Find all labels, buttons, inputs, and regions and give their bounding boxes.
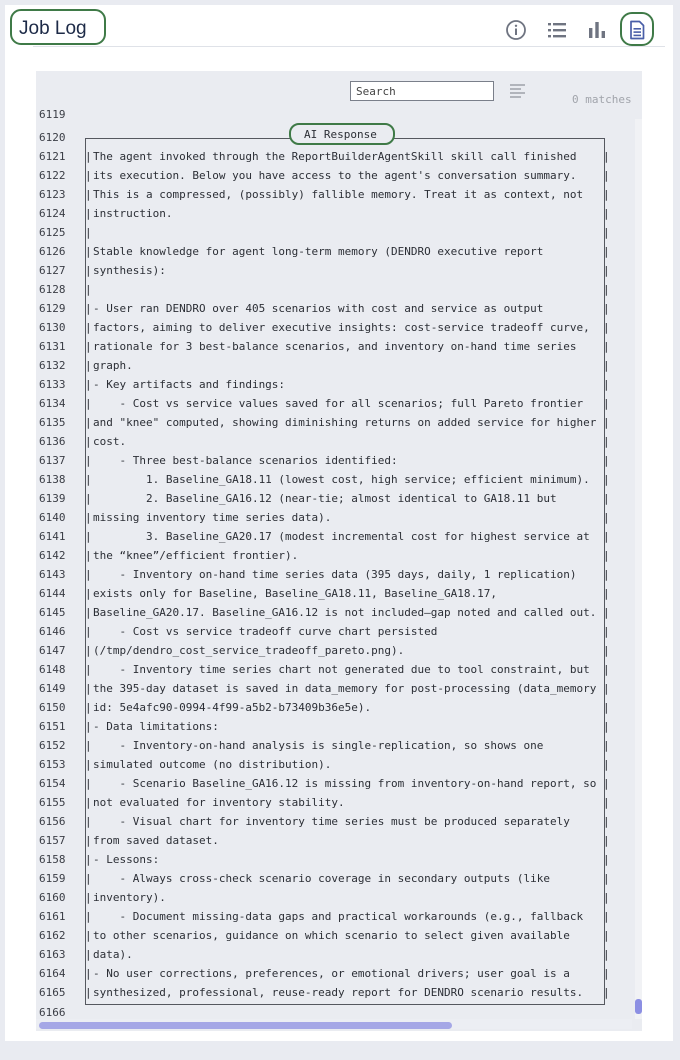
log-line-text: from saved dataset. <box>93 834 219 847</box>
log-line-text: - Always cross-check scenario coverage in secondary outputs (like <box>93 872 550 885</box>
log-line-text: inventory). <box>93 891 166 904</box>
box-edge-right: | <box>603 644 610 657</box>
box-edge-right: | <box>603 663 610 676</box>
box-edge-right: | <box>603 587 610 600</box>
box-edge-right: | <box>603 967 610 980</box>
box-edge-left: | <box>85 340 92 353</box>
box-edge-right: | <box>603 359 610 372</box>
box-edge-left: | <box>85 853 92 866</box>
box-edge-right: | <box>603 397 610 410</box>
box-edge-left: | <box>85 587 92 600</box>
line-number: 6136 <box>39 435 66 448</box>
box-edge-right: | <box>603 321 610 334</box>
log-line-text: - Lessons: <box>93 853 160 866</box>
log-line-text: - Cost vs service tradeoff curve chart persisted <box>93 625 438 638</box>
log-panel <box>36 71 642 1031</box>
box-edge-right: | <box>603 454 610 467</box>
box-edge-left: | <box>85 226 92 239</box>
bar-chart-icon[interactable] <box>584 17 610 43</box>
box-edge-left: | <box>85 321 92 334</box>
line-number: 6148 <box>39 663 66 676</box>
box-edge-right: | <box>603 682 610 695</box>
line-number: 6145 <box>39 606 66 619</box>
line-number: 6141 <box>39 530 66 543</box>
log-line-text: graph. <box>93 359 133 372</box>
log-line-box-top: 6120 <box>39 131 66 144</box>
box-edge-left: | <box>85 397 92 410</box>
box-edge-left: | <box>85 758 92 771</box>
line-number: 6158 <box>39 853 66 866</box>
log-line <box>36 641 632 660</box>
log-line-text: synthesis): <box>93 264 166 277</box>
line-number: 6149 <box>39 682 66 695</box>
line-number: 6159 <box>39 872 66 885</box>
line-number: 6123 <box>39 188 66 201</box>
line-number: 6163 <box>39 948 66 961</box>
box-edge-right: | <box>603 245 610 258</box>
log-line <box>36 451 632 470</box>
log-line <box>36 603 632 622</box>
log-line-text: - Inventory-on-hand analysis is single-replication, so shows one <box>93 739 544 752</box>
vertical-scrollbar[interactable] <box>635 119 642 1019</box>
line-number: 6162 <box>39 929 66 942</box>
box-edge-right: | <box>603 435 610 448</box>
log-line-text: Baseline_GA20.17. Baseline_GA16.12 is not included—gap noted and called out. <box>93 606 597 619</box>
log-line-text: simulated outcome (no distribution). <box>93 758 332 771</box>
line-number: 6165 <box>39 986 66 999</box>
box-edge-right: | <box>603 853 610 866</box>
box-edge-left: | <box>85 416 92 429</box>
log-line-text: to other scenarios, guidance on which scenario to select given available <box>93 929 570 942</box>
log-line <box>36 793 632 812</box>
line-number: 6153 <box>39 758 66 771</box>
log-line <box>36 831 632 850</box>
list-icon[interactable] <box>544 17 570 43</box>
box-edge-right: | <box>603 720 610 733</box>
box-edge-right: | <box>603 568 610 581</box>
box-edge-left: | <box>85 150 92 163</box>
line-number: 6140 <box>39 511 66 524</box>
box-edge-left: | <box>85 796 92 809</box>
log-line <box>36 166 632 185</box>
box-edge-right: | <box>603 986 610 999</box>
box-edge-left: | <box>85 872 92 885</box>
log-line <box>36 907 632 926</box>
box-edge-left: | <box>85 644 92 657</box>
box-edge-left: | <box>85 473 92 486</box>
line-number: 6155 <box>39 796 66 809</box>
box-edge-left: | <box>85 625 92 638</box>
line-number: 6133 <box>39 378 66 391</box>
log-line <box>36 280 632 299</box>
line-number: 6127 <box>39 264 66 277</box>
box-edge-right: | <box>603 777 610 790</box>
log-line-text: Stable knowledge for agent long-term memory (DENDRO executive report <box>93 245 544 258</box>
log-line <box>36 147 632 166</box>
log-line-text: - Three best-balance scenarios identified: <box>93 454 398 467</box>
box-edge-right: | <box>603 891 610 904</box>
log-line-text: 2. Baseline_GA16.12 (near-tie; almost identical to GA18.11 but <box>93 492 557 505</box>
log-line-box-bottom: 6166 <box>39 1006 66 1019</box>
log-line-text: instruction. <box>93 207 173 220</box>
box-edge-left: | <box>85 568 92 581</box>
log-line <box>36 394 632 413</box>
box-edge-right: | <box>603 492 610 505</box>
box-edge-right: | <box>603 226 610 239</box>
box-edge-right: | <box>603 302 610 315</box>
log-line <box>36 869 632 888</box>
box-edge-right: | <box>603 701 610 714</box>
box-edge-left: | <box>85 302 92 315</box>
box-edge-left: | <box>85 967 92 980</box>
box-edge-left: | <box>85 948 92 961</box>
box-edge-left: | <box>85 815 92 828</box>
box-edge-left: | <box>85 207 92 220</box>
log-line-text: - Document missing-data gaps and practical workarounds (e.g., fallback <box>93 910 584 923</box>
log-line <box>36 888 632 907</box>
box-edge-left: | <box>85 929 92 942</box>
line-number: 6161 <box>39 910 66 923</box>
box-edge-left: | <box>85 701 92 714</box>
line-number: 6125 <box>39 226 66 239</box>
log-line <box>36 546 632 565</box>
log-line-text: and "knee" computed, showing diminishing returns on added service for higher <box>93 416 597 429</box>
box-edge-left: | <box>85 891 92 904</box>
log-line <box>36 850 632 869</box>
job-log-card <box>5 5 673 1041</box>
line-number: 6138 <box>39 473 66 486</box>
log-line-text: data). <box>93 948 133 961</box>
log-line <box>36 660 632 679</box>
box-edge-right: | <box>603 378 610 391</box>
line-number: 6147 <box>39 644 66 657</box>
log-line-text: cost. <box>93 435 127 448</box>
line-number: 6146 <box>39 625 66 638</box>
box-edge-left: | <box>85 264 92 277</box>
box-edge-right: | <box>603 150 610 163</box>
box-edge-left: | <box>85 549 92 562</box>
box-edge-left: | <box>85 663 92 676</box>
box-edge-right: | <box>603 796 610 809</box>
log-line-text: exists only for Baseline, Baseline_GA18.11, Baseline_GA18.17, <box>93 587 497 600</box>
log-line-text: - Key artifacts and findings: <box>93 378 286 391</box>
search-input[interactable] <box>350 81 494 101</box>
log-line <box>36 223 632 242</box>
line-number: 6126 <box>39 245 66 258</box>
ai-response-title: AI Response <box>304 128 377 141</box>
line-number: 6124 <box>39 207 66 220</box>
line-number: 6164 <box>39 967 66 980</box>
wrap-lines-icon[interactable] <box>510 83 526 104</box>
match-count: 0 matches <box>572 93 632 106</box>
line-number: 6151 <box>39 720 66 733</box>
log-line-text: missing inventory time series data). <box>93 511 332 524</box>
log-line <box>36 185 632 204</box>
log-line-partial: 6119 <box>39 108 66 121</box>
document-icon[interactable] <box>624 17 650 43</box>
box-edge-left: | <box>85 283 92 296</box>
box-edge-right: | <box>603 169 610 182</box>
line-number: 6152 <box>39 739 66 752</box>
log-line <box>36 983 632 1002</box>
log-line-text: - Inventory time series chart not generated due to tool constraint, but <box>93 663 590 676</box>
log-line-text: The agent invoked through the ReportBuilderAgentSkill skill call finished <box>93 150 577 163</box>
log-line-text: (/tmp/dendro_cost_service_tradeoff_pareto.png). <box>93 644 405 657</box>
box-edge-right: | <box>603 625 610 638</box>
box-edge-right: | <box>603 948 610 961</box>
log-line-text: - No user corrections, preferences, or emotional drivers; user goal is a <box>93 967 570 980</box>
log-line <box>36 622 632 641</box>
line-number: 6142 <box>39 549 66 562</box>
line-number: 6131 <box>39 340 66 353</box>
log-line <box>36 337 632 356</box>
box-edge-left: | <box>85 245 92 258</box>
log-line <box>36 432 632 451</box>
log-line-text: id: 5e4afc90-0994-4f99-a5b2-b73409b36e5e). <box>93 701 372 714</box>
box-edge-right: | <box>603 929 610 942</box>
line-number: 6154 <box>39 777 66 790</box>
log-line-text: not evaluated for inventory stability. <box>93 796 345 809</box>
page-title: Job Log <box>19 18 87 39</box>
line-number: 6143 <box>39 568 66 581</box>
box-edge-right: | <box>603 606 610 619</box>
box-edge-right: | <box>603 207 610 220</box>
vertical-scroll-thumb[interactable] <box>635 999 642 1014</box>
box-edge-left: | <box>85 834 92 847</box>
header <box>5 5 673 49</box>
box-edge-right: | <box>603 416 610 429</box>
log-line <box>36 698 632 717</box>
log-line <box>36 717 632 736</box>
box-edge-left: | <box>85 910 92 923</box>
log-line <box>36 527 632 546</box>
box-edge-left: | <box>85 530 92 543</box>
box-edge-left: | <box>85 169 92 182</box>
box-edge-right: | <box>603 834 610 847</box>
log-line-text: 3. Baseline_GA20.17 (modest incremental cost for highest service at <box>93 530 590 543</box>
log-line <box>36 755 632 774</box>
line-number: 6160 <box>39 891 66 904</box>
header-divider <box>33 46 665 47</box>
line-number: 6128 <box>39 283 66 296</box>
horizontal-scroll-thumb[interactable] <box>39 1022 452 1029</box>
log-line <box>36 812 632 831</box>
log-line-text: the “knee”/efficient frontier). <box>93 549 299 562</box>
box-edge-left: | <box>85 739 92 752</box>
log-line <box>36 299 632 318</box>
log-line-text: - Cost vs service values saved for all scenarios; full Pareto frontier <box>93 397 584 410</box>
log-line <box>36 242 632 261</box>
line-number: 6130 <box>39 321 66 334</box>
log-line <box>36 413 632 432</box>
box-edge-left: | <box>85 435 92 448</box>
box-edge-left: | <box>85 777 92 790</box>
log-line-text: - Scenario Baseline_GA16.12 is missing from inventory-on-hand report, so <box>93 777 597 790</box>
log-line-text: - Data limitations: <box>93 720 219 733</box>
line-number: 6134 <box>39 397 66 410</box>
log-line <box>36 204 632 223</box>
box-edge-left: | <box>85 359 92 372</box>
box-edge-right: | <box>603 340 610 353</box>
log-line <box>36 508 632 527</box>
box-edge-right: | <box>603 549 610 562</box>
box-edge-right: | <box>603 815 610 828</box>
line-number: 6150 <box>39 701 66 714</box>
box-edge-left: | <box>85 511 92 524</box>
line-number: 6129 <box>39 302 66 315</box>
log-line-text: factors, aiming to deliver executive insights: cost-service tradeoff curve, <box>93 321 590 334</box>
line-number: 6157 <box>39 834 66 847</box>
log-line <box>36 356 632 375</box>
box-edge-right: | <box>603 188 610 201</box>
box-edge-left: | <box>85 986 92 999</box>
log-line <box>36 565 632 584</box>
box-edge-right: | <box>603 473 610 486</box>
log-line <box>36 470 632 489</box>
line-number: 6122 <box>39 169 66 182</box>
log-line <box>36 679 632 698</box>
box-edge-right: | <box>603 910 610 923</box>
box-edge-right: | <box>603 264 610 277</box>
info-icon[interactable] <box>503 17 529 43</box>
log-viewport[interactable] <box>36 108 632 1019</box>
log-line-text: - User ran DENDRO over 405 scenarios with cost and service as output <box>93 302 544 315</box>
log-line <box>36 774 632 793</box>
log-line <box>36 318 632 337</box>
box-edge-left: | <box>85 606 92 619</box>
box-edge-left: | <box>85 454 92 467</box>
box-edge-left: | <box>85 492 92 505</box>
log-line <box>36 945 632 964</box>
log-line <box>36 489 632 508</box>
log-line <box>36 375 632 394</box>
log-line-text: 1. Baseline_GA18.11 (lowest cost, high service; efficient minimum). <box>93 473 590 486</box>
line-number: 6137 <box>39 454 66 467</box>
log-line-text: This is a compressed, (possibly) fallible memory. Treat it as context, not <box>93 188 584 201</box>
log-line-text: synthesized, professional, reuse-ready report for DENDRO scenario results. <box>93 986 584 999</box>
log-line <box>36 964 632 983</box>
box-edge-left: | <box>85 378 92 391</box>
log-line-text: its execution. Below you have access to the agent's conversation summary. <box>93 169 577 182</box>
line-number: 6132 <box>39 359 66 372</box>
box-edge-right: | <box>603 511 610 524</box>
box-edge-right: | <box>603 872 610 885</box>
box-edge-right: | <box>603 739 610 752</box>
line-number: 6139 <box>39 492 66 505</box>
log-line-text: - Visual chart for inventory time series must be produced separately <box>93 815 570 828</box>
log-line <box>36 926 632 945</box>
box-edge-left: | <box>85 682 92 695</box>
log-line <box>36 584 632 603</box>
box-edge-right: | <box>603 283 610 296</box>
log-line-text: - Inventory on-hand time series data (395 days, daily, 1 replication) <box>93 568 577 581</box>
log-line <box>36 736 632 755</box>
box-edge-left: | <box>85 188 92 201</box>
box-edge-right: | <box>603 530 610 543</box>
log-line-text: rationale for 3 best-balance scenarios, and inventory on-hand time series <box>93 340 577 353</box>
log-line <box>36 261 632 280</box>
line-number: 6144 <box>39 587 66 600</box>
box-edge-right: | <box>603 758 610 771</box>
log-line-text: the 395-day dataset is saved in data_memory for post-processing (data_memory <box>93 682 597 695</box>
box-edge-left: | <box>85 720 92 733</box>
line-number: 6135 <box>39 416 66 429</box>
line-number: 6121 <box>39 150 66 163</box>
line-number: 6156 <box>39 815 66 828</box>
